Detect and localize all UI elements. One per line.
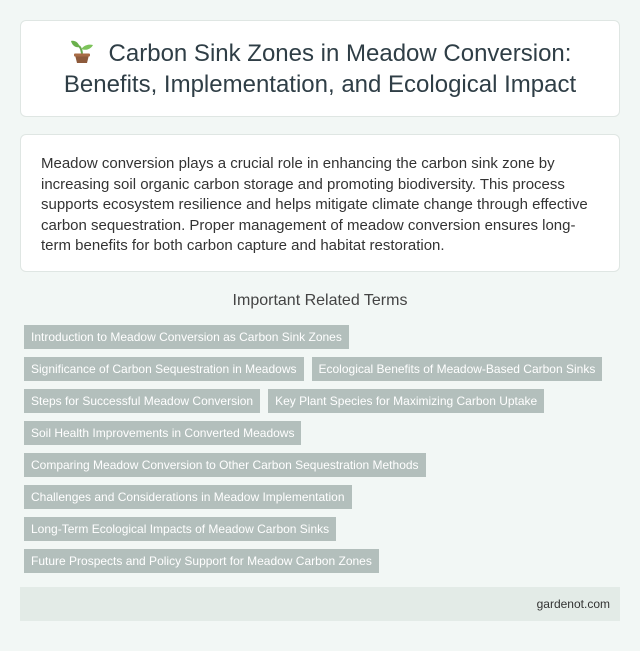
page-title-text: Carbon Sink Zones in Meadow Conversion: Benefits, Implementation, and Ecological Impact [63, 39, 577, 98]
footer-site-link[interactable]: gardenot.com [536, 597, 610, 611]
related-term-link[interactable]: Comparing Meadow Conversion to Other Carbon Sequestration Methods [24, 453, 426, 477]
term-row [24, 389, 624, 413]
intro-paragraph: Meadow conversion plays a crucial role in enhancing the carbon sink zone by increasing soil organic carbon storage and promoting biodiversity. This process supports ecosystem resilience and helps mitigate climate change through effective carbon sequestration. Proper management of meadow conversion ensures long-term benefits for both carbon capture and habitat restoration. [41, 155, 588, 254]
title-card [20, 20, 620, 117]
related-term-link[interactable]: Introduction to Meadow Conversion as Carbon Sink Zones [24, 325, 349, 349]
sprout-icon [69, 40, 95, 64]
related-terms-heading: Important Related Terms [232, 292, 408, 309]
term-row [24, 549, 624, 573]
related-term-link[interactable]: Ecological Benefits of Meadow-Based Carbon Sinks [312, 357, 603, 381]
page-title [39, 38, 601, 100]
term-row [24, 325, 624, 349]
related-term-link[interactable]: Significance of Carbon Sequestration in Meadows [24, 357, 304, 381]
related-term-link[interactable]: Soil Health Improvements in Converted Meadows [24, 421, 301, 445]
related-term-link[interactable]: Key Plant Species for Maximizing Carbon Uptake [268, 389, 544, 413]
intro-card [20, 134, 620, 272]
related-term-link[interactable]: Long-Term Ecological Impacts of Meadow Carbon Sinks [24, 517, 336, 541]
related-term-link[interactable]: Future Prospects and Policy Support for Meadow Carbon Zones [24, 549, 379, 573]
term-row [24, 517, 624, 541]
term-row [24, 421, 624, 445]
related-term-link[interactable]: Challenges and Considerations in Meadow Implementation [24, 485, 352, 509]
footer-bar [20, 587, 620, 621]
term-row [24, 357, 624, 381]
term-row [24, 485, 624, 509]
term-row [24, 453, 624, 477]
related-term-link[interactable]: Steps for Successful Meadow Conversion [24, 389, 260, 413]
related-terms-list [24, 325, 624, 581]
